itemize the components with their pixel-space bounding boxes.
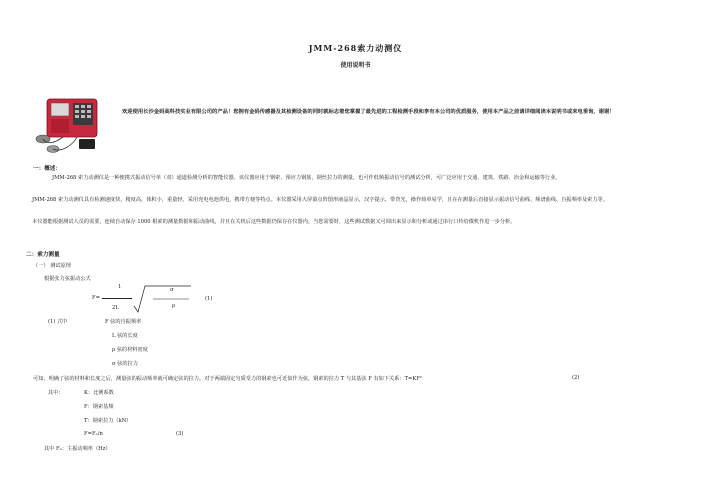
root-denominator: ρ [172,303,176,309]
where2-item-f: F：钢索基频 [84,404,114,410]
section-1-heading: 一：概述： [33,166,61,172]
instrument-photo [33,93,101,163]
square-root-sign [133,284,193,318]
document-subtitle: 使用说明书 [340,62,371,69]
formula-denominator: 2L [112,305,119,311]
document-title: JMM-268索力动测仪 [308,43,403,53]
section-1-paragraph-1: JMM-268 索力动测仪是一种便携式振动信号单（双）通道检测分析的智能仪器。该仪器应用于钢索、预应力钢筋，钢丝拉力的测量，也可作低频振动信号的测试分析，可广泛应用于交通、建筑、铁路、冶金和运输等行业。 [52,175,561,181]
section-1-paragraph-2: JMM-268 索力动测仪具有检测速度快，精度高，体积小，重量轻，采用充电电池供电，携带方便等特点。本仪器采用大屏幕点阵图形液晶显示，汉字提示，带背光，操作简单易学，且在在测量后直接显示振动信号曲线、频谱曲线、自振频率及索力等。 [32,197,608,203]
where-item-f: F 弦的自振频率 [105,319,142,325]
welcome-text: 欢迎使用长沙金码高科技实业有限公司的产品！您拥有金码传感器及其检测设备的同时就标志着您掌握了最先进的工程检测手段和享有本公司的优质服务，使用本产品之前请详细阅读本说明书或来电垂询，谢谢！ [122,109,615,115]
where2-item-t: T：钢索拉力（kN） [84,418,132,424]
last-line: 其中 Fₙ：主振动频率（Hz） [44,446,111,452]
section-1-paragraph-3: 本仪器能根据测试人员的需要，连续自动保存 1000 根索的测量数据和振动曲线，并且在关机后这些数据仍保存在仪器内。当您需要时，这些测试数据又可调出来显示和分析或通过串行口传给微机作进一步分析。 [32,219,516,225]
where-label: (1) 式中 [48,319,68,325]
fraction-bar [102,298,132,299]
section-2-subheading: （一） 测试原理 [33,263,71,269]
formula-intro: 根据张力弦振动公式 [44,276,91,282]
formula-numerator: 1 [118,284,122,290]
where-item-l: L 弦的长度 [112,333,138,339]
where2-label: 其中： [48,390,64,396]
formula-1-label: (1) [205,296,213,302]
conclusion-text: 可知，明确了弦的材料和长度之后，测量弦的振动频率就可确定弦的拉力。对于两端固定匀质受力的钢索也可近似作为弦，钢索的拉力 T 与其基弦 F 有如下关系：T=KF² [33,376,422,382]
where-item-sigma: σ 弦的拉力 [112,361,138,367]
formula-3-label: (3) [176,431,184,437]
where2-item-k: K：比例系数 [84,390,114,396]
section-2-heading: 二：索力测量 [26,252,60,258]
formula-lhs: F= [92,295,100,301]
formula-3: F=Fₙ/n [84,431,103,437]
root-numerator: σ [170,287,174,293]
where-item-rho: ρ 弦的材料密度 [112,347,148,353]
formula-2-label: (2) [572,375,580,381]
